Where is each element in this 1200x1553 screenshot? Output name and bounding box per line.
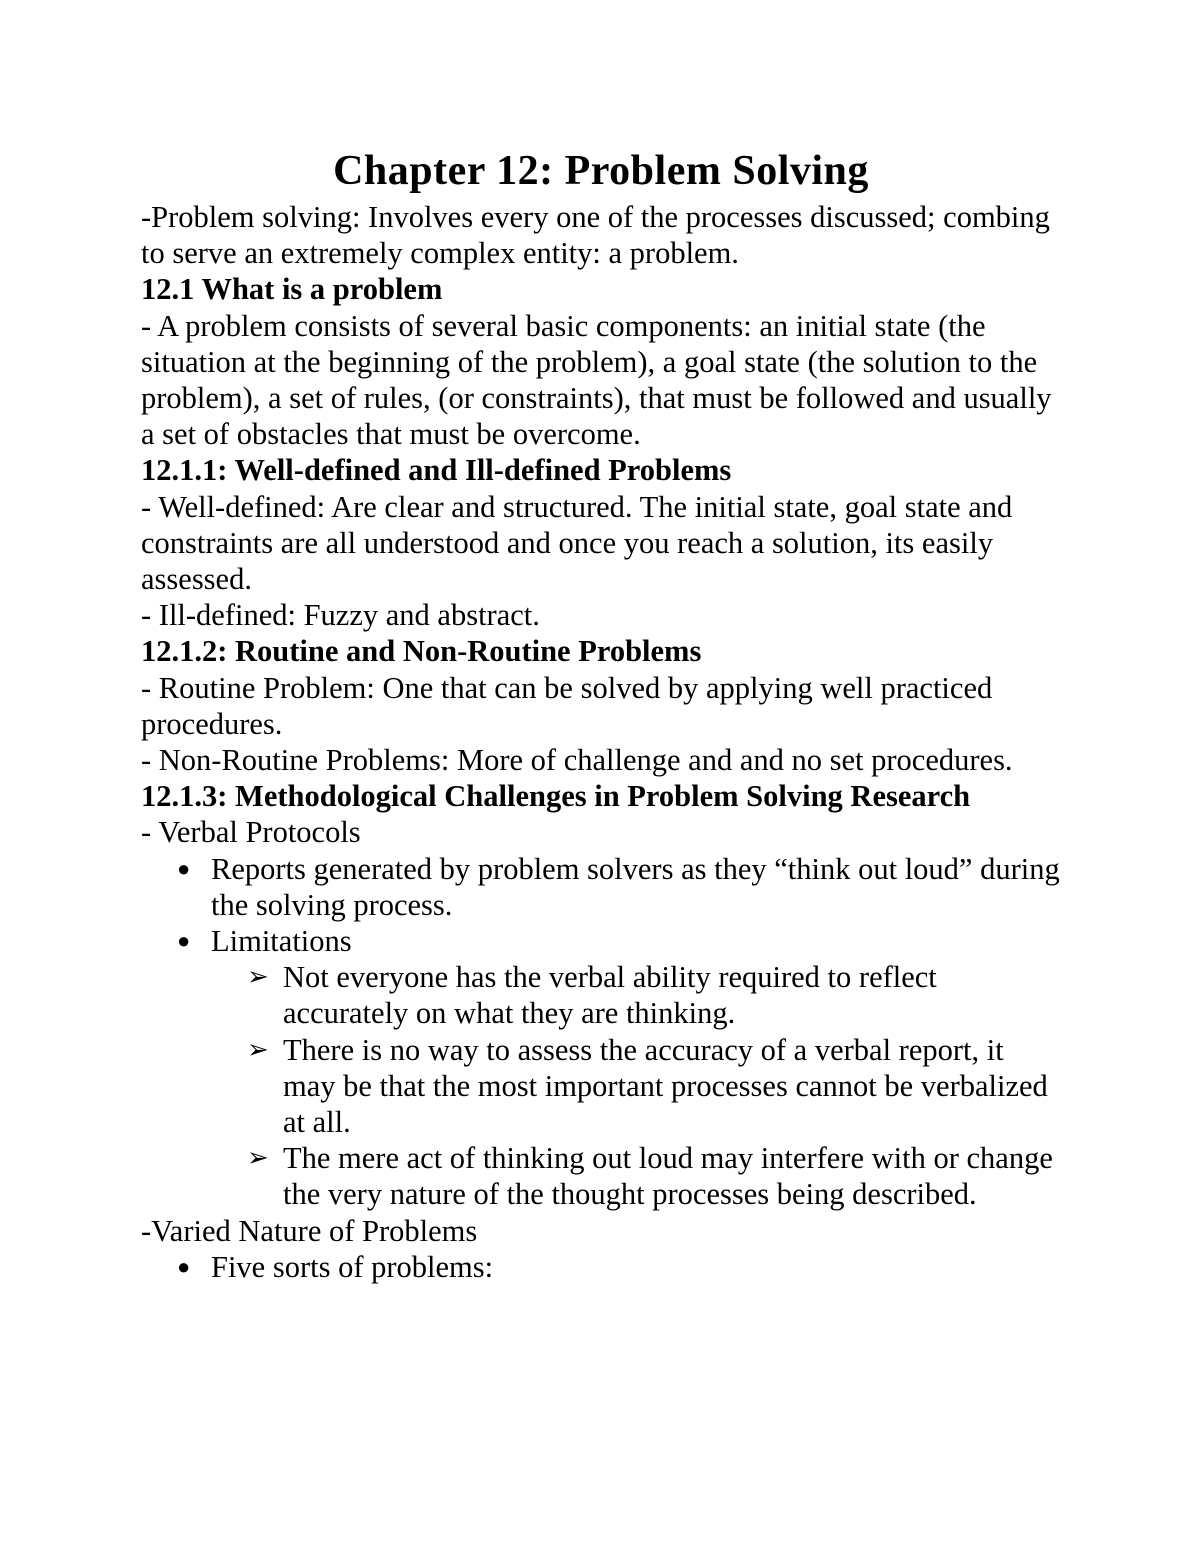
list-item-text: There is no way to assess the accuracy of a verbal report, it may be that the most important processes cannot be verbalized at all.: [283, 1032, 1048, 1140]
document-body: [141, 143, 1061, 1285]
list-item: [141, 851, 1061, 923]
routine-paragraph: - Routine Problem: One that can be solved by applying well practiced procedures.: [141, 670, 993, 741]
list-item: [141, 1140, 1061, 1212]
verbal-protocols-paragraph: - Verbal Protocols: [141, 815, 361, 850]
varied-nature-list: [141, 1249, 1061, 1285]
section-heading-12-1-1: 12.1.1: Well-defined and Ill-defined Problems: [141, 453, 732, 488]
arrow-bullet-icon: ➢: [247, 962, 269, 992]
list-item-text: Not everyone has the verbal ability required to reflect accurately on what they are thinking.: [283, 960, 937, 1031]
varied-nature-paragraph: -Varied Nature of Problems: [141, 1213, 478, 1248]
arrow-bullet-icon: ➢: [247, 1143, 269, 1173]
section-heading-12-1: 12.1 What is a problem: [141, 272, 443, 307]
list-item: [141, 1249, 1061, 1285]
verbal-protocols-list: [141, 851, 1061, 960]
page-title: Chapter 12: Problem Solving: [333, 148, 869, 194]
list-item: [141, 1032, 1061, 1141]
list-item-text: The mere act of thinking out loud may interfere with or change the very nature of the thought processes being described.: [283, 1141, 1053, 1212]
limitations-list: [141, 959, 1061, 1212]
section-heading-12-1-3: 12.1.3: Methodological Challenges in Problem Solving Research: [141, 779, 971, 814]
arrow-bullet-icon: ➢: [247, 1034, 269, 1064]
bullet-dot-icon: ●: [177, 855, 191, 881]
section-text-12-1: - A problem consists of several basic components: an initial state (the situation at the beginning of the problem), a goal state (the solution to the problem), a set of rules, (or constraints), that must be followed and usually a set of obstacles that must be overcome.: [141, 308, 1052, 452]
bullet-dot-icon: ●: [177, 1253, 191, 1279]
section-heading-12-1-2: 12.1.2: Routine and Non-Routine Problems: [141, 634, 702, 669]
list-item-text: Reports generated by problem solvers as they “think out loud” during the solving process.: [211, 851, 1060, 922]
list-item-text: Limitations: [211, 924, 352, 959]
non-routine-paragraph: - Non-Routine Problems: More of challenge and and no set procedures.: [141, 743, 1013, 778]
intro-paragraph: -Problem solving: Involves every one of the processes discussed; combing to serve an extremely complex entity: a problem.: [141, 200, 1050, 271]
ill-defined-paragraph: - Ill-defined: Fuzzy and abstract.: [141, 598, 540, 633]
bullet-dot-icon: ●: [177, 928, 191, 954]
list-item-text: Five sorts of problems:: [211, 1249, 494, 1284]
well-defined-paragraph: - Well-defined: Are clear and structured. The initial state, goal state and constraints are all understood and once you reach a solution, its easily assessed.: [141, 489, 1013, 597]
list-item: [141, 923, 1061, 959]
list-item: [141, 959, 1061, 1031]
